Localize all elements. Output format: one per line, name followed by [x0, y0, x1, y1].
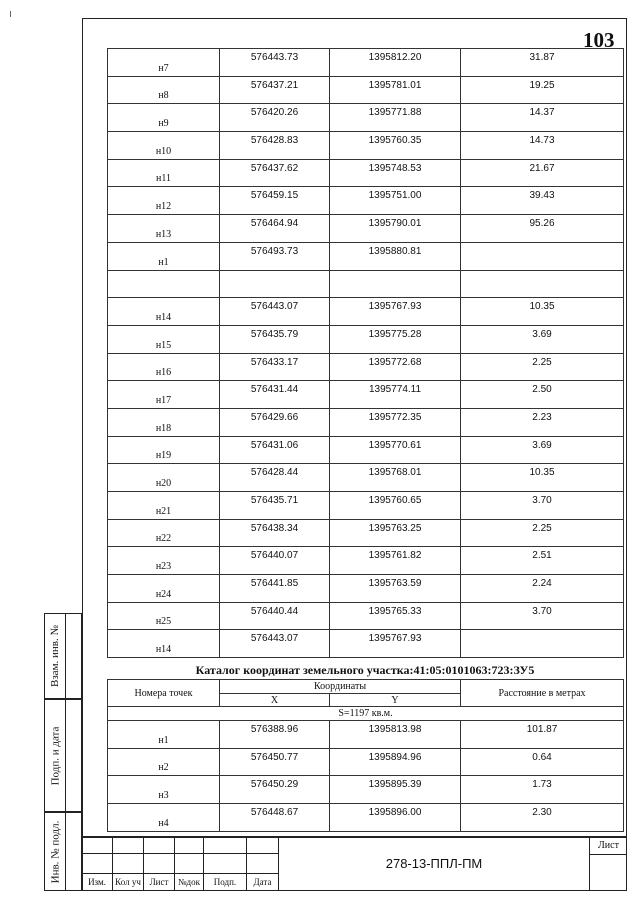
y-cell: 1395772.68	[368, 356, 422, 368]
area-row: S=1197 кв.м.	[108, 707, 624, 721]
distance-cell: 2.50	[532, 384, 552, 396]
table-row	[108, 630, 624, 658]
distance-cell: 2.30	[532, 807, 552, 819]
x-cell: 576433.17	[250, 356, 299, 368]
table-row	[108, 104, 624, 132]
y-cell: 1395812.20	[368, 52, 422, 63]
distance-cell: 14.37	[529, 107, 555, 119]
x-cell: 576420.26	[250, 107, 299, 119]
distance-cell: 2.51	[532, 550, 552, 562]
point-cell: н8	[158, 90, 169, 102]
point-cell: н14	[155, 644, 172, 656]
y-cell: 1395895.39	[368, 779, 422, 791]
tb-data: Дата	[253, 877, 272, 887]
header-x: X	[220, 694, 330, 707]
table-row	[108, 408, 624, 436]
x-cell: 576431.06	[250, 439, 299, 451]
point-cell: н20	[155, 478, 172, 489]
table-row	[108, 215, 624, 243]
point-cell: н4	[158, 817, 169, 829]
stamp-vzam	[44, 613, 82, 699]
header-points: Номера точек	[108, 680, 220, 707]
point-cell: н23	[155, 561, 172, 573]
tb-izm: Изм.	[88, 877, 106, 887]
y-cell: 1395774.11	[368, 384, 422, 396]
y-cell: 1395767.93	[368, 633, 422, 645]
point-cell: н18	[155, 422, 172, 434]
table-row	[108, 159, 624, 187]
table-row	[108, 575, 624, 603]
distance-cell: 19.25	[529, 79, 555, 91]
y-cell: 1395763.59	[368, 578, 422, 590]
x-cell: 576443.07	[250, 633, 299, 645]
header-distance: Расстояние в метрах	[461, 680, 624, 707]
y-cell: 1395761.82	[368, 550, 422, 562]
point-cell: н22	[155, 533, 172, 545]
point-cell: н7	[158, 62, 169, 74]
table-row	[108, 270, 624, 298]
y-cell: 1395880.81	[368, 245, 422, 257]
x-cell: 576443.73	[250, 52, 299, 63]
x-cell: 576437.21	[250, 79, 299, 91]
stamp-podp	[44, 699, 82, 812]
y-cell: 1395781.01	[368, 79, 422, 91]
stamp-inv	[44, 812, 82, 891]
point-cell: н16	[155, 367, 172, 379]
y-cell: 1395760.65	[368, 495, 422, 506]
distance-cell: 14.73	[529, 135, 555, 147]
x-cell: 576493.73	[250, 245, 299, 257]
x-cell: 576448.67	[250, 807, 299, 819]
y-cell: 1395894.96	[368, 751, 422, 763]
x-cell: 576440.44	[250, 605, 299, 617]
distance-cell: 3.69	[532, 439, 552, 451]
point-cell: н14	[155, 311, 172, 323]
stamp-inv-label: Инв. № подл.	[49, 820, 61, 883]
table-row	[108, 353, 624, 381]
table-row	[108, 325, 624, 353]
tb-list: Лист	[149, 877, 169, 887]
distance-cell: 3.70	[532, 605, 552, 617]
table-row	[108, 187, 624, 215]
distance-cell: 0.64	[532, 751, 552, 763]
distance-cell: 2.24	[532, 578, 552, 590]
y-cell: 1395896.00	[368, 807, 422, 819]
y-cell: 1395771.88	[368, 107, 422, 119]
table-row	[108, 804, 624, 832]
distance-cell: 21.67	[529, 162, 555, 174]
point-cell: н15	[155, 339, 172, 351]
y-cell: 1395748.53	[368, 162, 422, 174]
table-row	[108, 519, 624, 547]
distance-cell: 2.25	[532, 522, 552, 534]
table-row	[108, 298, 624, 326]
header-coords: Координаты	[220, 680, 461, 694]
x-cell: 576441.85	[250, 578, 299, 590]
stamp-vzam-label: Взам. инв. №	[49, 625, 61, 687]
x-cell: 576438.34	[250, 522, 299, 534]
point-cell: н19	[155, 450, 172, 462]
distance-cell: 39.43	[529, 190, 555, 202]
x-cell: 576459.15	[250, 190, 299, 202]
y-cell: 1395775.28	[368, 328, 422, 340]
x-cell: 576464.94	[250, 218, 299, 230]
point-cell: н25	[155, 616, 172, 628]
point-cell: н1	[158, 734, 169, 746]
point-cell: н13	[155, 228, 172, 240]
distance-cell: 101.87	[526, 724, 558, 735]
distance-cell: 31.87	[529, 52, 555, 63]
y-cell: 1395790.01	[368, 218, 422, 230]
distance-cell: 10.35	[529, 301, 555, 313]
x-cell: 576450.77	[250, 751, 299, 763]
x-cell: 576429.66	[250, 411, 299, 423]
table-row	[108, 602, 624, 630]
point-cell: н24	[155, 588, 172, 600]
table-row	[108, 436, 624, 464]
y-cell: 1395813.98	[368, 724, 422, 735]
x-cell: 576440.07	[250, 550, 299, 562]
y-cell: 1395770.61	[368, 439, 422, 451]
y-cell: 1395772.35	[368, 411, 422, 423]
distance-cell: 3.69	[532, 328, 552, 340]
x-cell: 576428.83	[250, 135, 299, 147]
y-cell: 1395763.25	[368, 522, 422, 534]
table-row	[108, 132, 624, 160]
distance-cell: 2.25	[532, 356, 552, 368]
point-cell: н10	[155, 145, 172, 157]
point-cell: н11	[156, 173, 171, 185]
table-row	[108, 76, 624, 104]
x-cell: 576431.44	[250, 384, 299, 396]
table-row	[108, 721, 624, 749]
document-number: 278-13-ППЛ-ПМ	[385, 856, 483, 871]
distance-cell: 95.26	[529, 218, 555, 230]
x-cell: 576437.62	[250, 162, 299, 174]
y-cell: 1395765.33	[368, 605, 422, 617]
table-row	[108, 547, 624, 575]
header-y: Y	[330, 694, 461, 707]
x-cell: 576450.29	[250, 779, 299, 791]
point-cell: н17	[155, 394, 172, 406]
distance-cell: 10.35	[529, 467, 555, 479]
page-number: 103	[583, 28, 615, 52]
x-cell: 576435.79	[250, 328, 299, 340]
tb-podp: Подп.	[213, 877, 237, 887]
distance-cell: 3.70	[532, 495, 552, 506]
table-row	[108, 776, 624, 804]
x-cell: 576388.96	[250, 724, 299, 735]
table-row	[108, 381, 624, 409]
tb-kol: Кол уч	[115, 877, 141, 887]
y-cell: 1395760.35	[368, 135, 422, 147]
scan-mark	[10, 11, 11, 17]
point-cell: н1	[158, 256, 169, 268]
table-row	[108, 492, 624, 520]
y-cell: 1395768.01	[368, 467, 422, 479]
x-cell: 576428.44	[250, 467, 299, 479]
distance-cell: 1.73	[532, 779, 552, 791]
point-cell: н21	[155, 505, 172, 517]
x-cell: 576435.71	[250, 495, 299, 506]
y-cell: 1395767.93	[368, 301, 422, 313]
table-row	[108, 242, 624, 270]
coordinates-table	[107, 48, 624, 658]
y-cell: 1395751.00	[368, 190, 422, 202]
tb-ndok: №док	[177, 877, 201, 887]
sheet-label: Лист	[598, 840, 619, 851]
catalog-table	[107, 679, 624, 832]
catalog-title: Каталог координат земельного участка:41:05:0101063:723:ЗУ5	[195, 663, 535, 677]
table-row	[108, 464, 624, 492]
distance-cell: 2.23	[532, 411, 552, 423]
point-cell: н9	[158, 118, 169, 130]
table-row	[108, 748, 624, 776]
table-row	[108, 49, 624, 77]
point-cell: н2	[158, 762, 169, 774]
point-cell: н12	[155, 201, 172, 213]
x-cell: 576443.07	[250, 301, 299, 313]
stamp-podp-label: Подп. и дата	[49, 726, 62, 785]
point-cell: н3	[158, 790, 169, 802]
